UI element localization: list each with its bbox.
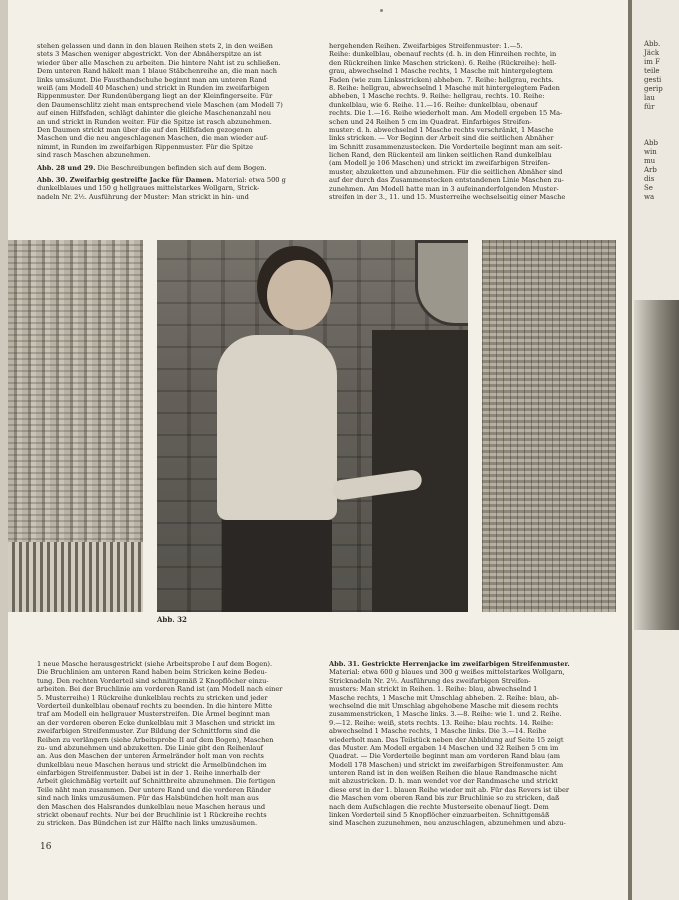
edge-text-fragment: gerip xyxy=(644,85,663,93)
body-line: weiß (am Modell 40 Maschen) und strickt in Runden im zweifarbigen xyxy=(37,83,270,92)
body-line: hergehenden Reihen. Zweifarbiges Streifenmuster: 1.—5. xyxy=(329,42,523,50)
body-line: sind Maschen zuzunehmen, neu anzuschlagen, abzunehmen und abzu- xyxy=(329,819,566,828)
edge-text-fragment: Se xyxy=(644,184,653,192)
material-line: Material: etwa 500 g xyxy=(215,175,286,184)
body-line: zu- und abzunehmen und abzuketten. Die Linie gibt den Reihenlauf xyxy=(37,743,263,752)
body-line: das Muster. Am Modell ergaben 14 Maschen und 32 Reihen 5 cm im xyxy=(329,743,559,752)
body-line: 9.—12. Reihe: weiß, stets rechts. 13. Reihe: blau rechts. 14. Reihe: xyxy=(329,718,554,727)
body-line: Stricknadeln Nr. 2½. Ausführung des zweifarbigen Streifen- xyxy=(329,676,531,685)
body-line: muster: d. h. abwechselnd 1 Masche rechts verschränkt, 1 Masche xyxy=(329,125,554,134)
body-line: wiederholt man. Das Teilstück neben der Abbildung auf Seite 15 zeigt xyxy=(329,735,564,744)
body-line: Den Daumen strickt man über die auf den Hilfsfaden gezogenen xyxy=(37,125,253,134)
body-line: strickt obenauf rechts. Nur bei der Bruchlinie ist 1 Rückreihe rechts xyxy=(37,811,267,820)
body-line: links umsäumt. Die Fausthandschuhe beginnt man am unteren Rand xyxy=(37,75,267,84)
body-line: Teile näht man zusammen. Der untere Rand und die vorderen Ränder xyxy=(37,785,271,794)
body-line: abheben, 1 Masche rechts. 9. Reihe: hellgrau, rechts. 10. Reihe: xyxy=(329,92,545,101)
body-line: stehen gelassen und dann in den blauen Reihen stets 2, in den weißen xyxy=(37,42,273,50)
body-line: den Maschen des Halsrandes dunkelblau neue Maschen heraus und xyxy=(37,802,266,811)
edge-text-fragment xyxy=(644,121,679,130)
article-heading: Abb. 31. Gestrickte Herrenjacke im zweifarbigen Streifenmuster. xyxy=(329,660,570,668)
body-line: traf am Modell ein hellgrauer Musterstreifen. Die Ärmel beginnt man xyxy=(37,710,270,719)
text-column-bottom-left xyxy=(37,660,313,828)
striped-jacket xyxy=(217,335,337,520)
body-line: zu stricken. Das Bündchen ist zur Hälfte nach links umzusäumen. xyxy=(37,819,258,828)
edge-text-fragment: gesti xyxy=(644,76,662,84)
doorway xyxy=(372,330,468,612)
edge-text-fragment: win xyxy=(644,148,657,156)
body-line: dunkelblau, wie 6. Reihe. 11.—16. Reihe: dunkelblau, obenauf xyxy=(329,100,538,109)
figure-caption: Abb. 32 xyxy=(157,615,187,624)
body-line: Rippenmuster. Der Rundenübergang liegt an der Kleinfingerseite. Für xyxy=(37,92,273,101)
body-line: nach dem Aufschlagen die rechte Musterseite obenauf liegt. Dem xyxy=(329,802,549,811)
adjacent-page-photo xyxy=(634,300,679,630)
body-line: Die Bruchlinien am unteren Rand haben beim Stricken keine Bedeu- xyxy=(37,668,267,677)
woman-in-jacket-photo xyxy=(157,240,468,612)
figure-note-text: Die Beschreibungen befinden sich auf dem Bogen. xyxy=(97,164,267,173)
body-line: Quadrat. — Die Vorderteile beginnt man am vorderen Rand blau (am xyxy=(329,752,560,761)
edge-text-fragment: im F xyxy=(644,58,660,66)
body-line: diese erst in der 1. blauen Reihe wieder mit ab. Für das Revers ist über xyxy=(329,785,570,794)
print-speck xyxy=(380,9,383,12)
body-line: an der vorderen oberen Ecke dunkelblau mit 3 Maschen und strickt im xyxy=(37,718,275,727)
text-column-bottom-right xyxy=(329,660,603,828)
edge-text-fragment: teile xyxy=(644,67,660,75)
body-line: rechts. Die 1.—16. Reihe wiederholt man. Am Modell ergeben 15 Ma- xyxy=(329,109,563,118)
edge-text-fragment: Jäck xyxy=(644,49,660,57)
article-heading: Abb. 30. Zweifarbig gestreifte Jacke für Damen. xyxy=(37,175,214,184)
body-line: streifen in der 3., 11. und 15. Musterreihe wechselseitig einer Masche xyxy=(329,193,566,202)
body-line: an und strickt in Runden weiter. Für die Spitze ist rasch abzunehmen. xyxy=(37,117,272,126)
body-line: 8. Reihe: hellgrau, abwechselnd 1 Masche mit hintergelegtem Faden xyxy=(329,83,560,92)
body-line: Maschen und die neu angeschlagenen Maschen, die man wieder auf- xyxy=(37,134,268,143)
paragraph-continuation xyxy=(37,42,313,159)
woman-head xyxy=(267,260,331,330)
body-line: Faden (wie zum Linksstricken) abheben. 7. Reihe: hellgrau, rechts. xyxy=(329,75,554,84)
body-line: abwechselnd 1 Masche rechts, 1 Masche links. Die 3.—14. Reihe xyxy=(329,727,547,736)
body-line: im Schnitt zusammenzustecken. Die Vorderteile beginnt man am seit- xyxy=(329,142,563,151)
edge-text-fragment: Abb xyxy=(644,139,659,147)
edge-text-fragment xyxy=(644,112,679,121)
page-number: 16 xyxy=(40,842,52,852)
edge-text-fragment: mu xyxy=(644,157,656,165)
body-line: nimmt, in Runden im zweifarbigen Rippenmuster. Für die Spitze xyxy=(37,142,253,151)
article-abb-30 xyxy=(37,176,313,201)
body-line: Modell 178 Maschen) und strickt im zweifarbigen Streifenmuster. Am xyxy=(329,760,564,769)
body-line: Dem unteren Rand häkelt man 1 blaue Stäbchenreihe an, die man nach xyxy=(37,67,277,76)
body-line: musters: Man strickt in Reihen. 1. Reihe: blau, abwechselnd 1 xyxy=(329,685,538,694)
body-line: grau, abwechselnd 1 Masche rechts, 1 Masche mit hintergelegtem xyxy=(329,67,553,76)
figure-note-28-29 xyxy=(37,164,313,172)
adjacent-page-edge xyxy=(632,0,679,900)
body-line: auf einen Hilfsfaden, schlägt dahinter die gleiche Maschenanzahl neu xyxy=(37,109,272,118)
body-line: links stricken. — Vor Beginn der Arbeit sind die seitlichen Abnäher xyxy=(329,134,554,143)
body-line: dunkelblaues und 150 g hellgraues mittelstarkes Wollgarn, Strick- xyxy=(37,184,260,193)
body-line: 1 neue Masche herausgestrickt (siehe Arbeitsprobe I auf dem Bogen). xyxy=(37,660,273,668)
body-line: lichen Rand, den Rückenteil am linken seitlichen Rand dunkelblau xyxy=(329,151,552,160)
body-line: Vorderteil dunkelblau obenauf rechts zu beenden. In die hintere Mitte xyxy=(37,701,273,710)
figure-reference: Abb. 28 und 29. xyxy=(37,164,96,173)
body-line: linken Vorderteil sind 5 Knopflöcher einzuarbeiten. Schnittgemäß xyxy=(329,811,550,820)
body-line: mit abzustricken. D. h. man wendet vor der Randmasche und strickt xyxy=(329,777,558,786)
body-line: zunehmen. Am Modell hatte man in 3 aufeinanderfolgenden Muster- xyxy=(329,184,559,193)
body-line: unteren Rand ist in den weißen Reihen die blaue Randmasche nicht xyxy=(329,769,557,778)
body-line: auf der durch das Zusammenstecken entstandenen Linie Maschen zu- xyxy=(329,176,564,185)
edge-text-fragment: dis xyxy=(644,175,655,183)
text-column-top-left xyxy=(37,42,313,201)
adjacent-page-text xyxy=(644,40,679,202)
body-line: schen und 24 Reihen 5 cm im Quadrat. Einfarbiges Streifen- xyxy=(329,117,532,126)
paragraph-body xyxy=(329,668,603,827)
body-line: (am Modell je 106 Maschen) und strickt im zweifarbigen Streifen- xyxy=(329,159,551,168)
body-line: sind rasch Maschen abzunehmen. xyxy=(37,151,151,160)
body-line: Masche rechts, 1 Masche mit Umschlag abheben. 2. Reihe: blau, ab- xyxy=(329,693,559,702)
body-line: 5. Musterreihe) 1 Rückreihe dunkelblau rechts zu stricken und jeder xyxy=(37,693,268,702)
edge-text-fragment: Arb xyxy=(644,166,657,174)
paragraph-body xyxy=(329,42,603,201)
body-line: arbeiten. Bei der Bruchlinie am vorderen Rand ist (am Modell nach einer xyxy=(37,685,283,694)
text-column-top-right xyxy=(329,42,603,201)
edge-text-fragment: lau xyxy=(644,94,655,102)
paragraph-body xyxy=(37,660,313,828)
body-line: zusammenstricken, 1 Masche links. 3.—8. Reihe: wie 1. und 2. Reihe. xyxy=(329,710,562,719)
body-line: Reihen zu verlängern (siehe Arbeitsprobe II auf dem Bogen), Maschen xyxy=(37,735,274,744)
body-line: an. Aus den Maschen der unteren Ärmelränder holt man von rechts xyxy=(37,752,264,761)
body-line: tung. Den rechten Vorderteil sind schnittgemäß 2 Knopflöcher einzu- xyxy=(37,676,269,685)
edge-text-fragment: Abb. xyxy=(644,40,661,48)
body-line: zweifarbigen Streifenmuster. Zur Bildung der Schnittform sind die xyxy=(37,727,261,736)
body-line: Material: etwa 600 g blaues und 300 g weißes mittelstarkes Wollgarn, xyxy=(329,668,565,677)
body-line: Arbeit gleichmäßig verteilt auf Schnittbreite abzunehmen. Die fertigen xyxy=(37,777,276,786)
body-line: nadeln Nr. 2½. Ausführung der Muster: Man strickt in hin- und xyxy=(37,192,249,201)
body-line: sind nach links umzusäumen. Für das Halsbündchen holt man aus xyxy=(37,794,259,803)
knit-sample-photo-left xyxy=(8,240,143,612)
knit-sample-photo-right xyxy=(482,240,616,612)
body-line: wieder über alle Maschen zu arbeiten. Die hintere Naht ist zu schließen. xyxy=(37,58,281,67)
body-line: den Daumenschlitz zieht man entsprechend viele Maschen (am Modell 7) xyxy=(37,100,283,109)
edge-text-fragment: für xyxy=(644,103,655,111)
body-line: muster, abzuketten und abzunehmen. Für die seitlichen Abnäher sind xyxy=(329,167,563,176)
body-line: stets 3 Maschen weniger abgestrickt. Von der Abnäherspitze an ist xyxy=(37,50,262,59)
dark-skirt xyxy=(222,520,332,612)
body-line: Reihe: dunkelblau, obenauf rechts (d. h. in den Hinreihen rechte, in xyxy=(329,50,557,59)
body-line: wechselnd die mit Umschlag abgehobene Masche mit diesem rechts xyxy=(329,701,559,710)
body-line: den Rückreihen linke Maschen stricken). 6. Reihe (Rückreihe): hell- xyxy=(329,58,557,67)
ribbing-texture xyxy=(8,542,143,612)
body-line: die Maschen vom oberen Rand bis zur Bruchlinie so zu stricken, daß xyxy=(329,794,560,803)
edge-text-fragment xyxy=(644,130,679,139)
body-line: einfarbigen Streifenmuster. Dabei ist in der 1. Reihe innerhalb der xyxy=(37,769,261,778)
body-line: dunkelblau neue Maschen heraus und strickt die Ärmelbündchen im xyxy=(37,760,267,769)
edge-text-fragment: wa xyxy=(644,193,655,201)
